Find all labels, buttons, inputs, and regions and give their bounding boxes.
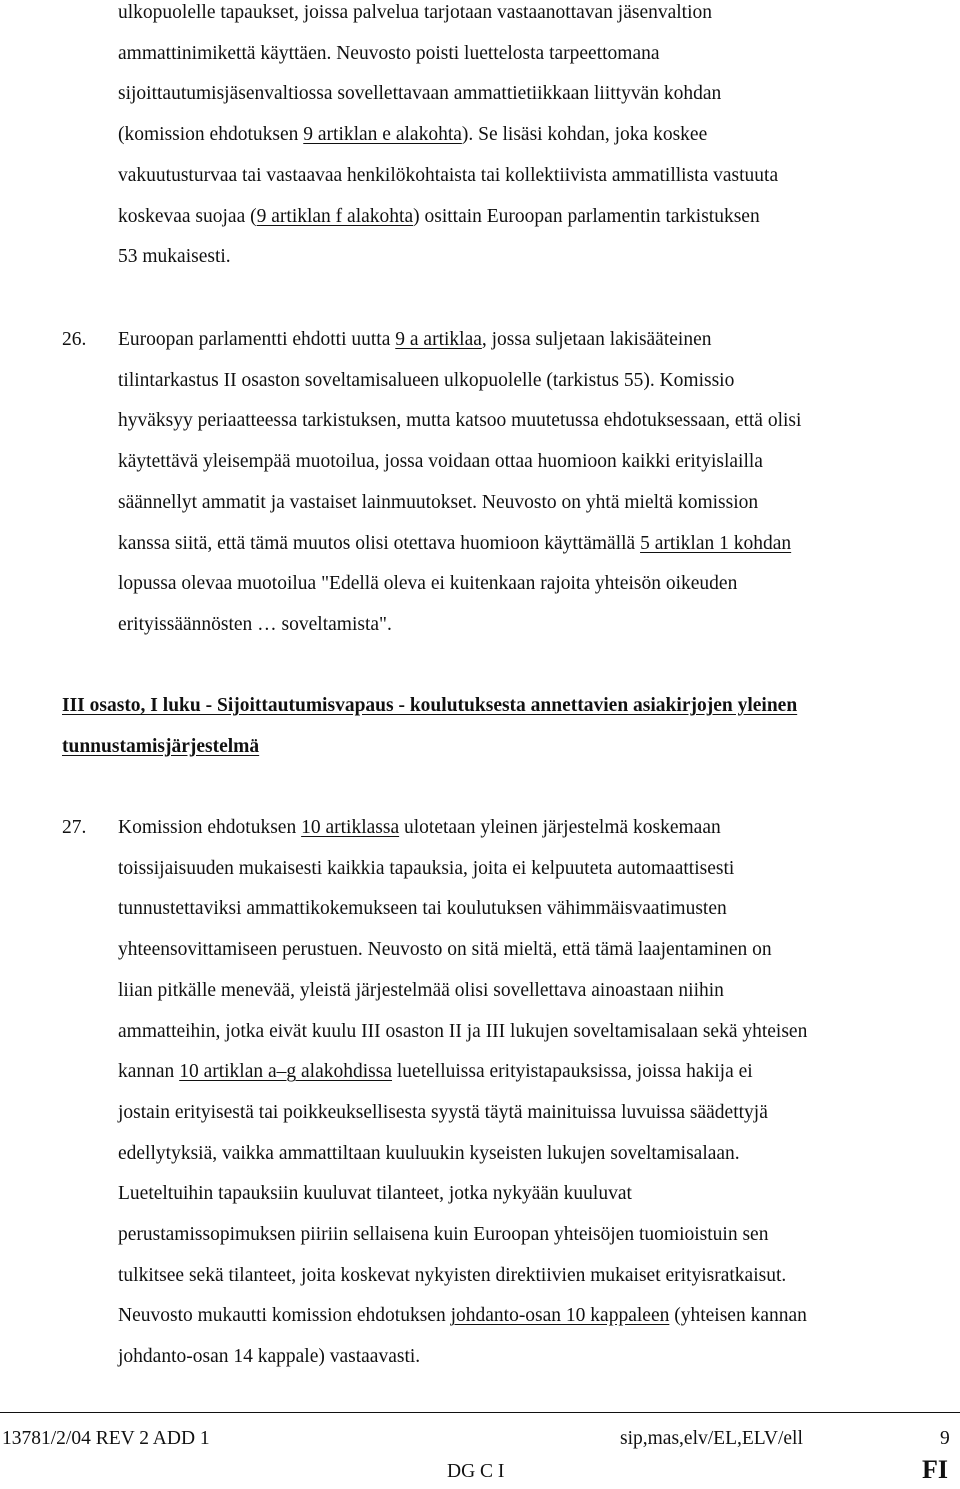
author-initials: sip,mas,elv/EL,ELV/ell	[620, 1428, 803, 1449]
text-line	[118, 1052, 807, 1093]
paragraph-26	[118, 320, 801, 646]
text-line: toissijaisuuden mukaisesti kaikkia tapauksia, joita ei kelpuuteta automaattisesti	[118, 857, 735, 879]
text-line: ammatteihin, jotka eivät kuulu III osaston II ja III lukujen soveltamisalaan sekä yhteisen	[118, 1020, 808, 1042]
text-segment: ). Se lisäsi kohdan, joka koskee	[461, 124, 708, 146]
text-segment: Euroopan parlamentti ehdotti uutta	[118, 329, 396, 350]
text-segment: (yhteisen kannan	[669, 1305, 807, 1327]
continuation-paragraph	[118, 0, 778, 278]
text-line: käytettävä yleisempää muotoilua, jossa voidaan ottaa huomioon kaikki erityislailla	[118, 451, 763, 473]
text-line: hyväksyy periaatteessa tarkistuksen, mutta katsoo muutetussa ehdotuksessaan, että olisi	[118, 410, 802, 432]
paragraph-27	[118, 808, 807, 1378]
text-segment: (komission ehdotuksen	[118, 124, 304, 146]
article-reference-link[interactable]: 9 artiklan e alakohta	[303, 124, 462, 146]
text-line: tulkitsee sekä tilanteet, joita koskevat nykyisten direktiivien mukaiset erityisratkaisut.	[118, 1264, 787, 1286]
text-line: tunnustettaviksi ammattikokemukseen tai koulutuksen vähimmäisvaatimusten	[118, 898, 727, 920]
text-line	[118, 1296, 807, 1337]
text-line: Lueteltuihin tapauksiin kuuluvat tilanteet, jotka nykyään kuuluvat	[118, 1183, 632, 1205]
text-line	[118, 808, 807, 849]
heading-line: III osasto, I luku - Sijoittautumisvapaus - koulutuksesta annettavien asiakirjojen yleinen	[62, 695, 798, 716]
text-line	[118, 320, 801, 361]
heading-line: tunnustamisjärjestelmä	[62, 735, 260, 757]
recital-reference-link[interactable]: johdanto-osan 10 kappaleen	[450, 1305, 670, 1327]
page-number: 9	[940, 1428, 950, 1449]
article-reference-link[interactable]: 5 artiklan 1 kohdan	[640, 532, 792, 554]
text-segment: kannan	[118, 1061, 180, 1083]
article-reference-link[interactable]: 10 artiklan a–g alakohdissa	[179, 1061, 393, 1083]
text-line	[118, 197, 778, 238]
text-segment: Neuvosto mukautti komission ehdotuksen	[118, 1305, 451, 1327]
text-segment: ) osittain Euroopan parlamentin tarkistuksen	[413, 205, 760, 227]
text-line: tilintarkastus II osaston soveltamisalueen ulkopuolelle (tarkistus 55). Komissio	[118, 369, 735, 391]
text-segment: ulotetaan yleinen järjestelmä koskemaan	[399, 817, 721, 838]
article-reference-link[interactable]: 10 artiklassa	[301, 817, 400, 838]
text-line: ulkopuolelle tapaukset, joissa palvelua tarjotaan vastaanottavan jäsenvaltion	[118, 2, 713, 23]
paragraph-number-26: 26.	[62, 329, 87, 350]
section-heading	[62, 686, 797, 767]
text-line: jostain erityisestä tai poikkeuksellisesta syystä täytä mainituissa luvuissa säädettyjä	[118, 1101, 768, 1123]
text-line: sijoittautumisjäsenvaltiossa sovellettavaan ammattietiikkaan liittyvän kohdan	[118, 83, 722, 105]
text-line: erityissäännösten … soveltamista".	[118, 613, 392, 635]
text-line: perustamissopimuksen piiriin sellaisena kuin Euroopan yhteisöjen tuomioistuin sen	[118, 1224, 769, 1246]
text-line: edellytyksiä, vaikka ammattiltaan kuuluukin kyseisten lukujen soveltamisalaan.	[118, 1142, 740, 1164]
paragraph-number-27: 27.	[62, 817, 87, 838]
text-segment: kanssa siitä, että tämä muutos olisi otettava huomioon käyttämällä	[118, 532, 641, 554]
text-segment: luetelluissa erityistapauksissa, joissa hakija ei	[392, 1061, 753, 1083]
text-line: vakuutusturvaa tai vastaavaa henkilökohtaista tai kollektiivista ammatillista vastuuta	[118, 164, 779, 186]
text-line: lopussa olevaa muotoilua "Edellä oleva ei kuitenkaan rajoita yhteisön oikeuden	[118, 573, 738, 595]
text-segment: Komission ehdotuksen	[118, 817, 302, 838]
text-line: yhteensovittamiseen perustuen. Neuvosto on sitä mieltä, että tämä laajentaminen on	[118, 939, 772, 961]
text-segment: , jossa suljetaan lakisääteinen	[481, 329, 712, 350]
article-reference-link[interactable]: 9 artiklan f alakohta	[256, 205, 414, 227]
text-line: johdanto-osan 14 kappale) vastaavasti.	[118, 1346, 421, 1368]
text-line: liian pitkälle menevää, yleistä järjestelmää olisi sovellettava ainoastaan niihin	[118, 979, 724, 1001]
text-line: säännellyt ammatit ja vastaiset lainmuutokset. Neuvosto on yhtä mieltä komission	[118, 491, 759, 513]
text-line: 53 mukaisesti.	[118, 246, 231, 268]
text-segment: koskevaa suojaa (	[118, 205, 257, 227]
footer-divider	[0, 1412, 960, 1413]
language-code: FI	[922, 1455, 948, 1484]
document-reference: 13781/2/04 REV 2 ADD 1	[2, 1428, 210, 1449]
text-line	[118, 115, 778, 156]
directorate-general: DG C I	[447, 1461, 505, 1482]
text-line: ammattinimikettä käyttäen. Neuvosto poisti luettelosta tarpeettomana	[118, 42, 660, 64]
article-reference-link[interactable]: 9 a artiklaa	[395, 329, 482, 350]
text-line	[118, 524, 801, 565]
